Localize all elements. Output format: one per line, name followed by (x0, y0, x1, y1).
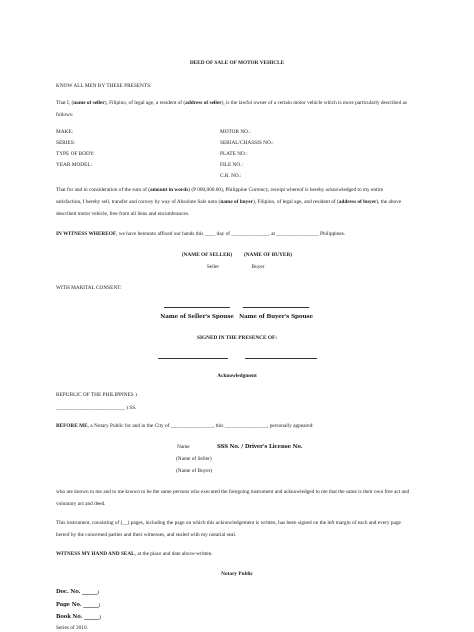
buyer-address-placeholder: address of buyer (338, 199, 377, 205)
id-col-license: SSS No. / Driver's License No. (217, 444, 303, 450)
buyer-spouse-label: Name of Buyer's Spouse (239, 314, 313, 320)
series-year: Series of 2010. (56, 625, 88, 631)
republic-line: REPUBLIC OF THE PHILIPPINES ) (56, 392, 137, 398)
field-make: MAKE: (56, 129, 74, 135)
document-title: DEED OF SALE OF MOTOR VEHICLE (189, 60, 285, 66)
para1-line2: follows: (56, 112, 74, 118)
field-serial-chassis-no: SERIAL/CHASSIS NO.: (220, 140, 274, 146)
intro-line: KNOW ALL MEN BY THESE PRESENTS: (56, 83, 152, 89)
seller-signatory-name: (NAME OF SELLER) (181, 252, 233, 258)
city-ss-line: __________________________ ) SS. (56, 405, 137, 411)
amount-placeholder: amount in words (150, 187, 189, 193)
page-no: Page No. ______; (56, 602, 101, 608)
before-me-bold: BEFORE ME (56, 423, 88, 429)
seller-address-placeholder: address of seller (185, 100, 222, 106)
field-type-of-body: TYPE OF BODY: (56, 151, 95, 157)
field-file-no: FILE NO.: (220, 162, 243, 168)
para2-text-c: satisfaction, I hereby sell, transfer and convey by way of Absolute Sale unto ( (56, 199, 221, 205)
buyer-name-placeholder: name of buyer (220, 199, 253, 205)
para1-line1 (56, 100, 407, 106)
witness-hand-seal-rest: , at the place and date above-written. (134, 551, 213, 557)
seller-spouse-signature-line (164, 307, 230, 308)
para2-line1 (56, 187, 383, 193)
field-series: SERIES: (56, 140, 76, 146)
field-motor-no: MOTOR NO.: (220, 129, 251, 135)
field-year-model: YEAR MODEL: (56, 162, 93, 168)
witness-rest: , we have hereunto affixed our hands this ____ day of ______________, at ________________ Philippines. (116, 231, 346, 237)
para4-line2: hereof by the concerned parties and their witnesses, and sealed with my notarial seal. (56, 532, 237, 538)
para3-line1: who are known to me and to me known to be the same persons who executed the foregoing instrument and acknowledged to me that the same is their own free act and (56, 489, 410, 495)
buyer-label: Buyer (251, 264, 265, 270)
witness1-signature-line (158, 358, 228, 359)
para1-text-a: That I, ( (56, 100, 74, 106)
id-col-name: Name (177, 444, 190, 450)
para1-text-c: ), is the lawful owner of a certain motor vehicle which is more particularly described as (221, 100, 407, 106)
book-no: Book No. ______; (56, 614, 102, 620)
buyer-spouse-signature-line (243, 307, 309, 308)
para2-text-b: ) (P 000,000.00), Philippine Currency, receipt whereof is hereby acknowledged to my entire (188, 187, 384, 193)
para4-line1: This instrument, consisting of (__) pages, including the page on which this acknowledgement is written, has been signed on the left margin of each and every page (56, 520, 401, 526)
seller-name-placeholder: name of seller (73, 100, 105, 106)
before-me-line (56, 423, 314, 429)
presence-heading: SIGNED IN THE PRESENCE OF: (197, 335, 277, 341)
field-plate-no: PLATE NO.: (220, 151, 248, 157)
para2-text-a: That for and in consideration of the sum of ( (56, 187, 150, 193)
seller-label: Seller (206, 264, 220, 270)
before-me-rest: , a Notary Public for and in the City of ________________, this ________________, personally appeared: (87, 423, 314, 429)
witness-bold: IN WITNESS WHEREOF (56, 231, 117, 237)
id-row-seller: (Name of Seller) (176, 456, 212, 462)
para1-text-b: ), Filipino, of legal age, a resident of ( (104, 100, 186, 106)
acknowledgment-title: Acknowledgment (217, 373, 257, 379)
witness-line (56, 231, 345, 237)
seller-spouse-label: Name of Seller's Spouse (160, 314, 234, 320)
witness-hand-seal-bold: WITNESS MY HAND AND SEAL (56, 551, 135, 557)
para3-line2: voluntary act and deed. (56, 501, 106, 507)
doc-no: Doc. No. ______; (56, 589, 100, 595)
field-cr-no: C.R. NO.: (220, 173, 242, 179)
para2-text-d: ), Filipino, of legal age, and resident of ( (252, 199, 339, 205)
id-row-buyer: (Name of Buyer) (176, 468, 213, 474)
buyer-signatory-name: (NAME OF BUYER) (243, 252, 293, 258)
marital-consent: WITH MARITAL CONSENT: (56, 285, 122, 291)
para2-line3: described motor vehicle, free from all liens and encumbrances. (56, 211, 190, 217)
para2-line2 (56, 199, 401, 205)
witness-hand-seal-line (56, 551, 213, 557)
witness2-signature-line (245, 358, 317, 359)
para2-text-e: ), the above (376, 199, 402, 205)
notary-public-label: Notary Public (221, 571, 253, 577)
